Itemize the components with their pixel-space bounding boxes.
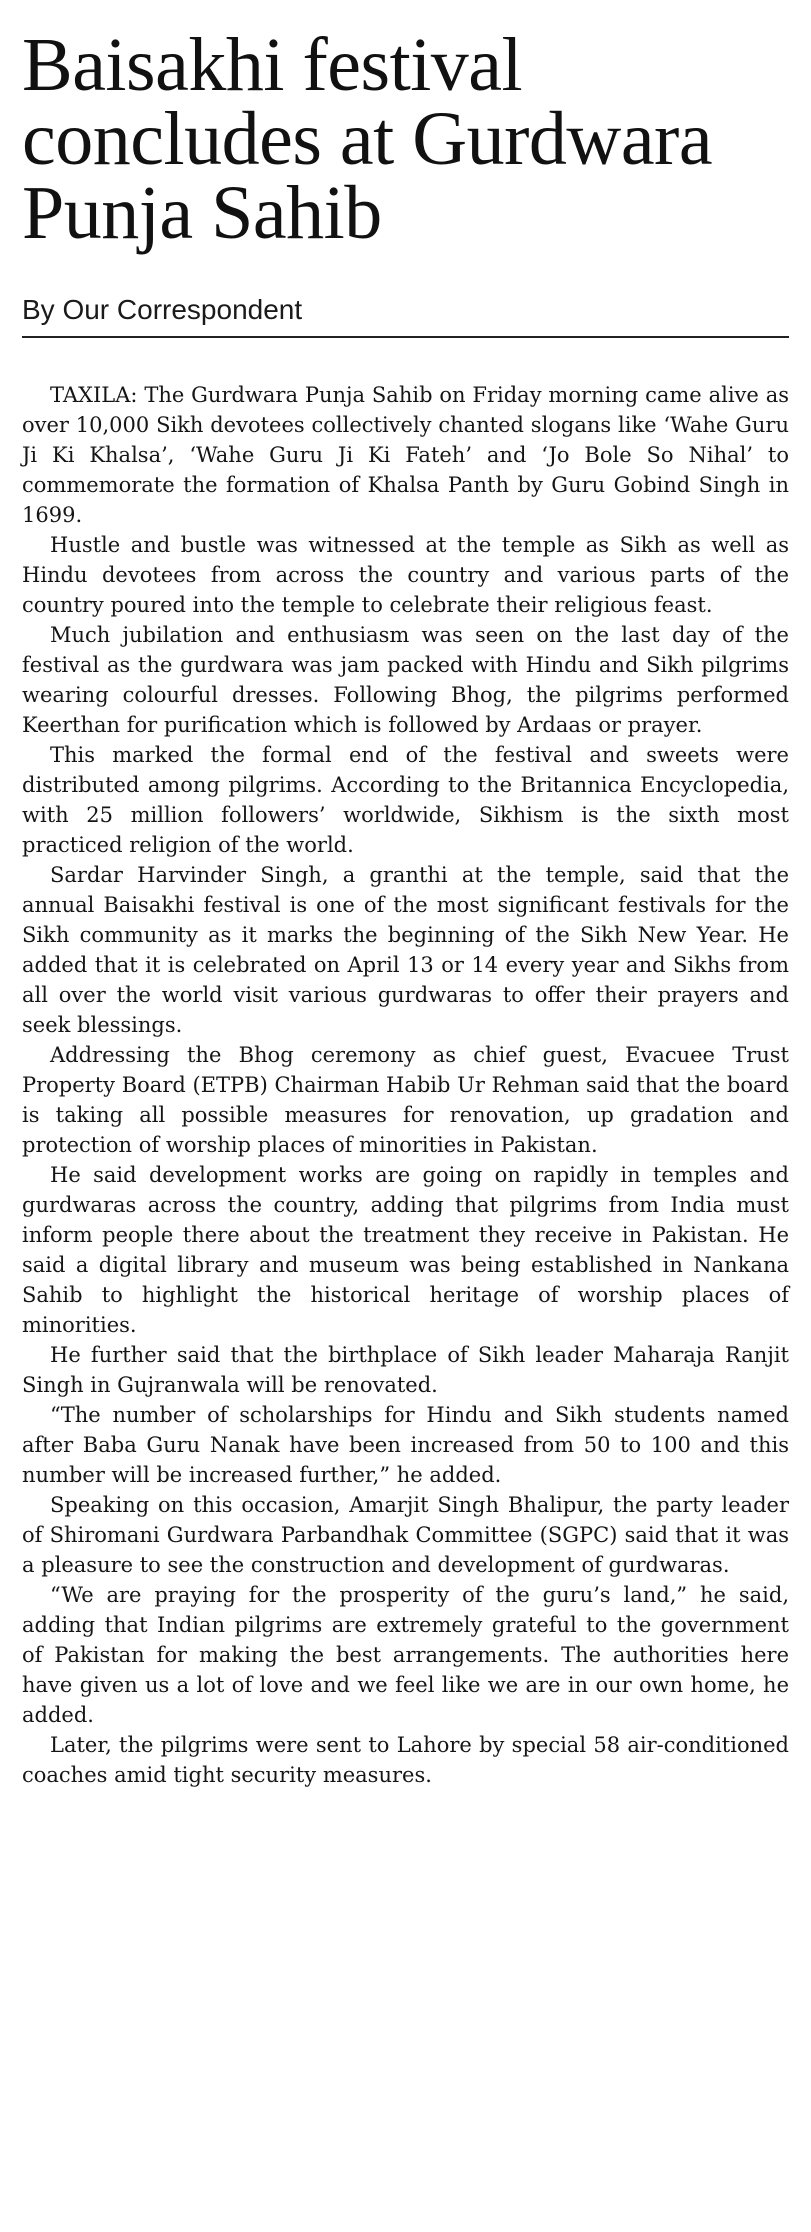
byline-divider — [22, 336, 789, 338]
paragraph: Much jubilation and enthusiasm was seen on the last day of the festival as the gurdwara was jam packed with Hindu and Sikh pilgrims wearing colourful dresses. Following Bhog, the pilgrims performed Keerthan for purification which is followed by Ardaas or prayer. — [22, 623, 789, 737]
paragraph: Sardar Harvinder Singh, a granthi at the temple, said that the annual Baisakhi festival is one of the most significant festivals for the Sikh community as it marks the beginning of the Sikh New Year. He added that it is celebrated on April 13 or 14 every year and Sikhs from all over the world visit various gurdwaras to offer their prayers and seek blessings. — [22, 863, 789, 1037]
paragraph: “The number of scholarships for Hindu and Sikh students named after Baba Guru Nanak have been increased from 50 to 100 and this number will be increased further,” he added. — [22, 1403, 789, 1487]
article-body — [22, 380, 789, 1790]
paragraph: This marked the formal end of the festival and sweets were distributed among pilgrims. According to the Britannica Encyclopedia, with 25 million followers’ worldwide, Sikhism is the sixth most practiced religion of the world. — [22, 743, 789, 857]
paragraph: TAXILA: The Gurdwara Punja Sahib on Friday morning came alive as over 10,000 Sikh devotees collectively chanted slogans like ‘Wahe Guru Ji Ki Khalsa’, ‘Wahe Guru Ji Ki Fateh’ and ‘Jo Bole So Nihal’ to commemorate the formation of Khalsa Panth by Guru Gobind Singh in 1699. — [22, 383, 789, 527]
paragraph: Addressing the Bhog ceremony as chief guest, Evacuee Trust Property Board (ETPB) Chairman Habib Ur Rehman said that the board is taking all possible measures for renovation, up gradation and protection of worship places of minorities in Pakistan. — [22, 1043, 789, 1157]
paragraph: “We are praying for the prosperity of the guru’s land,” he said, adding that Indian pilgrims are extremely grateful to the government of Pakistan for making the best arrangements. The authorities here have given us a lot of love and we feel like we are in our own home, he added. — [22, 1583, 789, 1727]
paragraph: He further said that the birthplace of Sikh leader Maharaja Ranjit Singh in Gujranwala will be renovated. — [22, 1343, 789, 1397]
byline: By Our Correspondent — [22, 294, 303, 325]
paragraph: Later, the pilgrims were sent to Lahore by special 58 air-conditioned coaches amid tight security measures. — [22, 1733, 789, 1787]
paragraph: He said development works are going on rapidly in temples and gurdwaras across the country, adding that pilgrims from India must inform people there about the treatment they receive in Pakistan. He said a digital library and museum was being established in Nankana Sahib to highlight the historical heritage of worship places of minorities. — [22, 1163, 789, 1337]
paragraph: Speaking on this occasion, Amarjit Singh Bhalipur, the party leader of Shiromani Gurdwara Parbandhak Committee (SGPC) said that it was a pleasure to see the construction and development of gurdwaras. — [22, 1493, 789, 1577]
headline: Baisakhi festival concludes at Gurdwara Punja Sahib — [22, 23, 713, 255]
paragraph: Hustle and bustle was witnessed at the temple as Sikh as well as Hindu devotees from across the country and various parts of the country poured into the temple to celebrate their religious feast. — [22, 533, 789, 617]
